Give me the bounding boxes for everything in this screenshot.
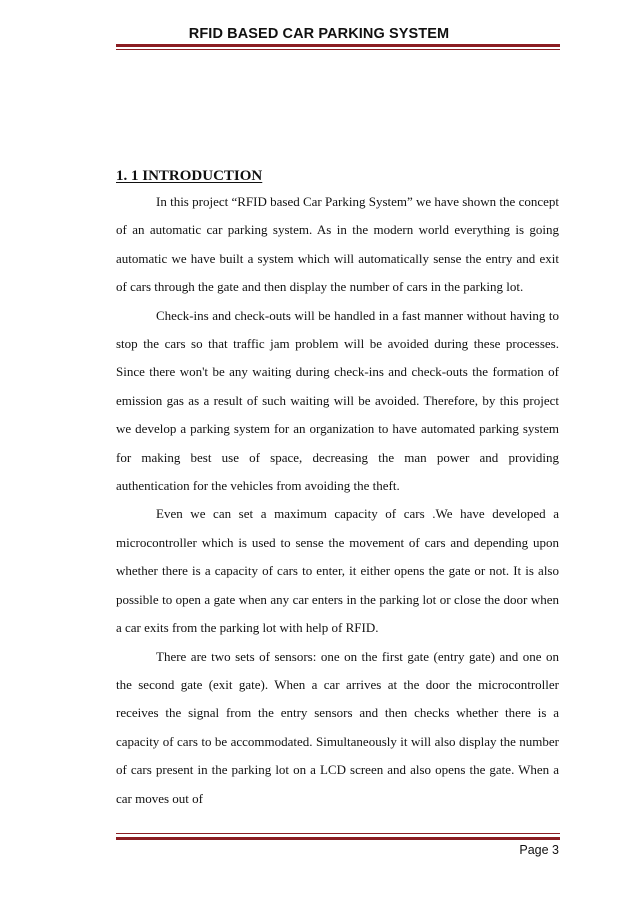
- body-text: [116, 188, 559, 813]
- paragraph: Even we can set a maximum capacity of cars .We have developed a microcontroller which is used to sense the movement of cars and depending upon whether there is a capacity of cars to enter, it either opens the gate or not. It is also possible to open a gate when any car enters in the parking lot or close the door when a car exits from the parking lot with help of RFID.: [116, 506, 559, 636]
- page-number: Page 3: [519, 843, 559, 857]
- header-rule-thick: [116, 44, 560, 47]
- footer-rule-thin: [116, 833, 560, 834]
- footer-rule-thick: [116, 837, 560, 840]
- section-heading: 1. 1 INTRODUCTION: [116, 168, 263, 184]
- header-rule-thin: [116, 49, 560, 50]
- header-title: RFID BASED CAR PARKING SYSTEM: [188, 26, 450, 42]
- paragraph: There are two sets of sensors: one on the first gate (entry gate) and one on the second gate (exit gate). When a car arrives at the door the microcontroller receives the signal from the entry sensors and then checks whether there is a capacity of cars to be accommodated. Simultaneously it will also display the number of cars present in the parking lot on a LCD screen and also opens the gate. When a car moves out of: [116, 648, 559, 806]
- paragraph: Check-ins and check-outs will be handled in a fast manner without having to stop the cars so that traffic jam problem will be avoided during these processes. Since there won't be any waiting during check-ins and check-outs the formation of emission gas as a result of such waiting will be avoided. Therefore, by this project we develop a parking system for an organization to have automated parking system for making best use of space, decreasing the man power and providing authentication for the vehicles from avoiding the theft.: [116, 307, 559, 494]
- paragraph: In this project “RFID based Car Parking System” we have shown the concept of an automatic car parking system. As in the modern world everything is going automatic we have built a system which will automatically sense the entry and exit of cars through the gate and then display the number of cars in the parking lot.: [116, 194, 559, 295]
